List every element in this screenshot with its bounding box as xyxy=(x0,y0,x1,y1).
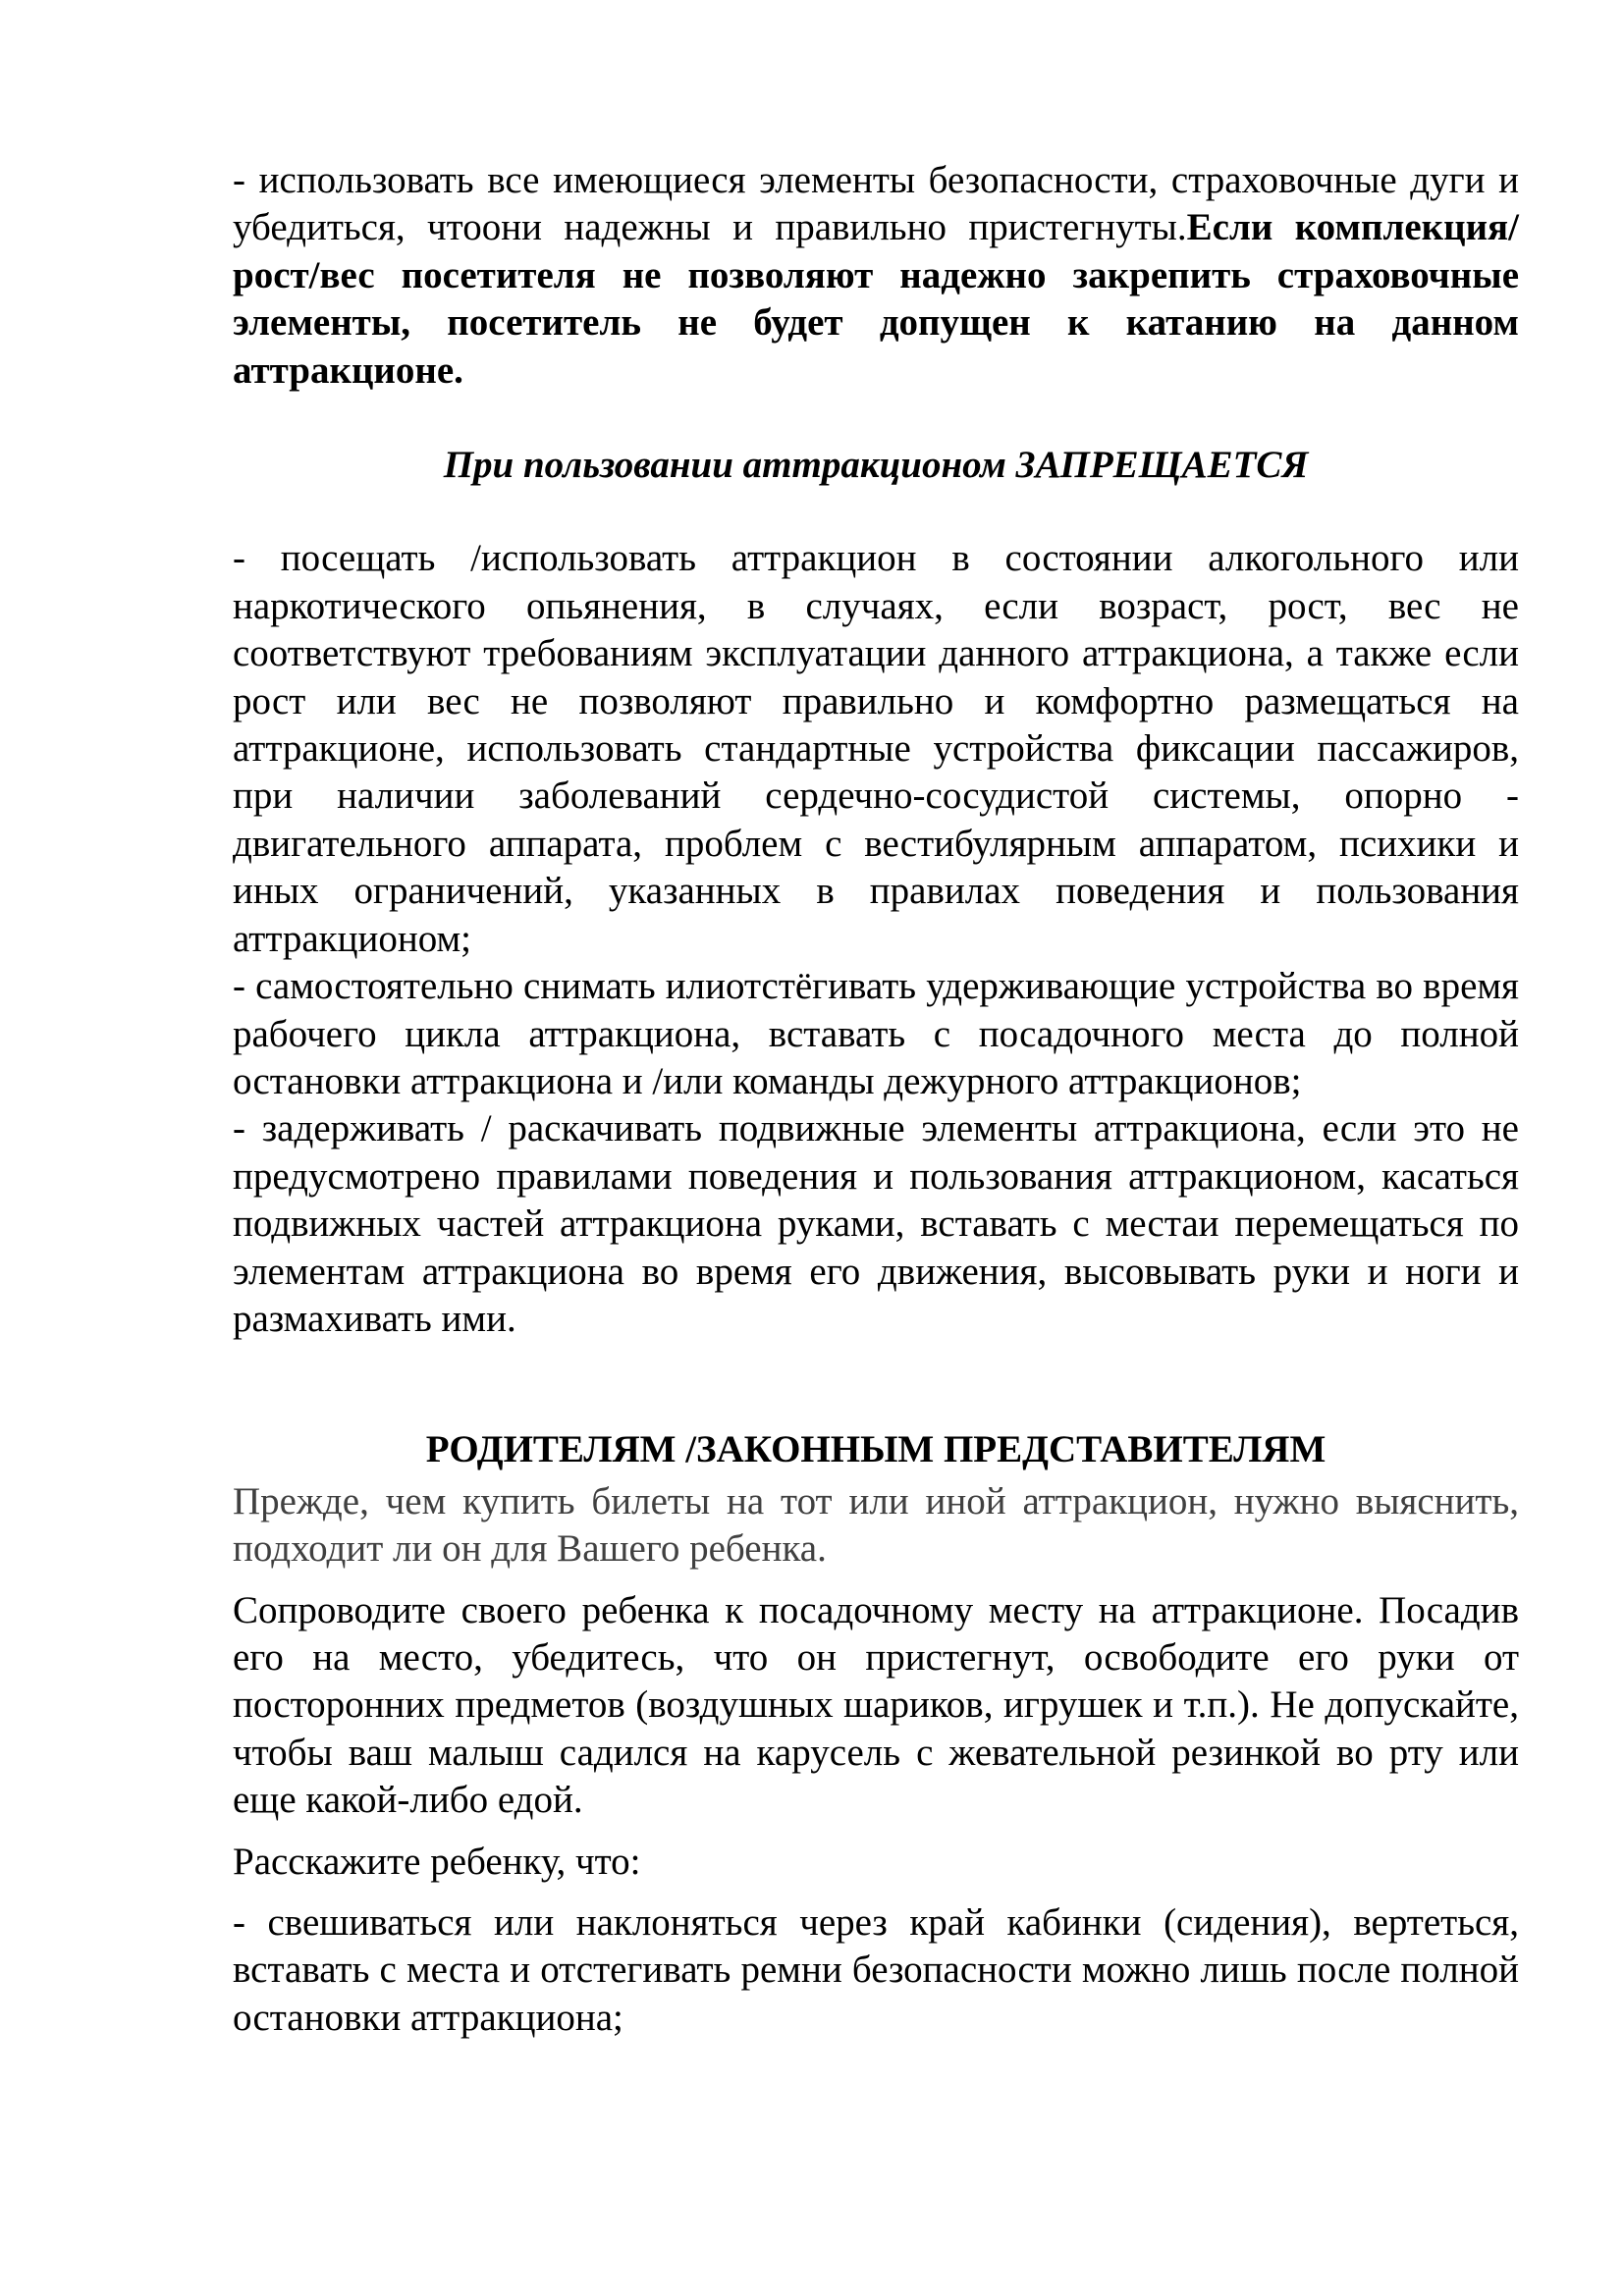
safety-warning: Если комплекция/рост/вес посетителя не позволяют надежно закрепить страховочные элементы, посетитель не будет допущен к катанию на данном аттракционе. xyxy=(233,206,1519,392)
safety-paragraph xyxy=(233,157,1519,395)
parents-heading: РОДИТЕЛЯМ /ЗАКОННЫМ ПРЕДСТАВИТЕЛЯМ xyxy=(425,1428,1326,1471)
prohibited-item: - самостоятельно снимать илиотстёгивать удерживающие устройства во время рабочего цикла аттракциона, вставать с посадочного места до полной остановки аттракциона и /или команды дежурного аттракционов; xyxy=(233,965,1519,1102)
prohibited-item: - задерживать / раскачивать подвижные элементы аттракциона, если это не предусмотрено правилами поведения и пользования аттракционом, касаться подвижных частей аттракциона руками, вставать с местаи перемещаться по элементам аттракциона во время его движения, высовывать руки и ноги и размахивать ими. xyxy=(233,1107,1519,1340)
parents-paragraph: Сопроводите своего ребенка к посадочному месту на аттракционе. Посадив его на место, убедитесь, что он пристегнут, освободите его руки от посторонних предметов (воздушных шариков, игрушек и т.п.). Не допускайте, чтобы ваш малыш садился на карусель с жевательной резинкой во рту или еще какой-либо едой. xyxy=(233,1588,1519,1822)
document-page xyxy=(233,157,1519,2042)
parents-paragraph: Расскажите ребенку, что: xyxy=(233,1840,641,1883)
parents-paragraph: - свешиваться или наклоняться через край кабинки (сидения), вертеться, вставать с места и отстегивать ремни безопасности можно лишь после полной остановки аттракциона; xyxy=(233,1901,1519,2039)
safety-text: - использовать все имеющиеся элементы безопасности, страховочные дуги и убедиться, чтоони надежны и правильно пристегнуты. xyxy=(233,159,1519,249)
prohibited-heading: При пользовании аттракционом ЗАПРЕЩАЕТСЯ xyxy=(443,444,1309,487)
prohibited-item: - посещать /использовать аттракцион в состоянии алкогольного или наркотического опьянения, в случаях, если возраст, рост, вес не соответствуют требованиям эксплуатации данного аттракциона, а также если рост или вес не позволяют правильно и комфортно размещаться на аттракционе, использовать стандартные устройства фиксации пассажиров, при наличии заболеваний сердечно-сосудистой системы, опорно - двигательного аппарата, проблем с вестибулярным аппаратом, психики и иных ограничений, указанных в правилах поведения и пользования аттракционом; xyxy=(233,537,1519,960)
parents-paragraph: Прежде, чем купить билеты на тот или иной аттракцион, нужно выяснить, подходит ли он для Вашего ребенка. xyxy=(233,1479,1519,1571)
